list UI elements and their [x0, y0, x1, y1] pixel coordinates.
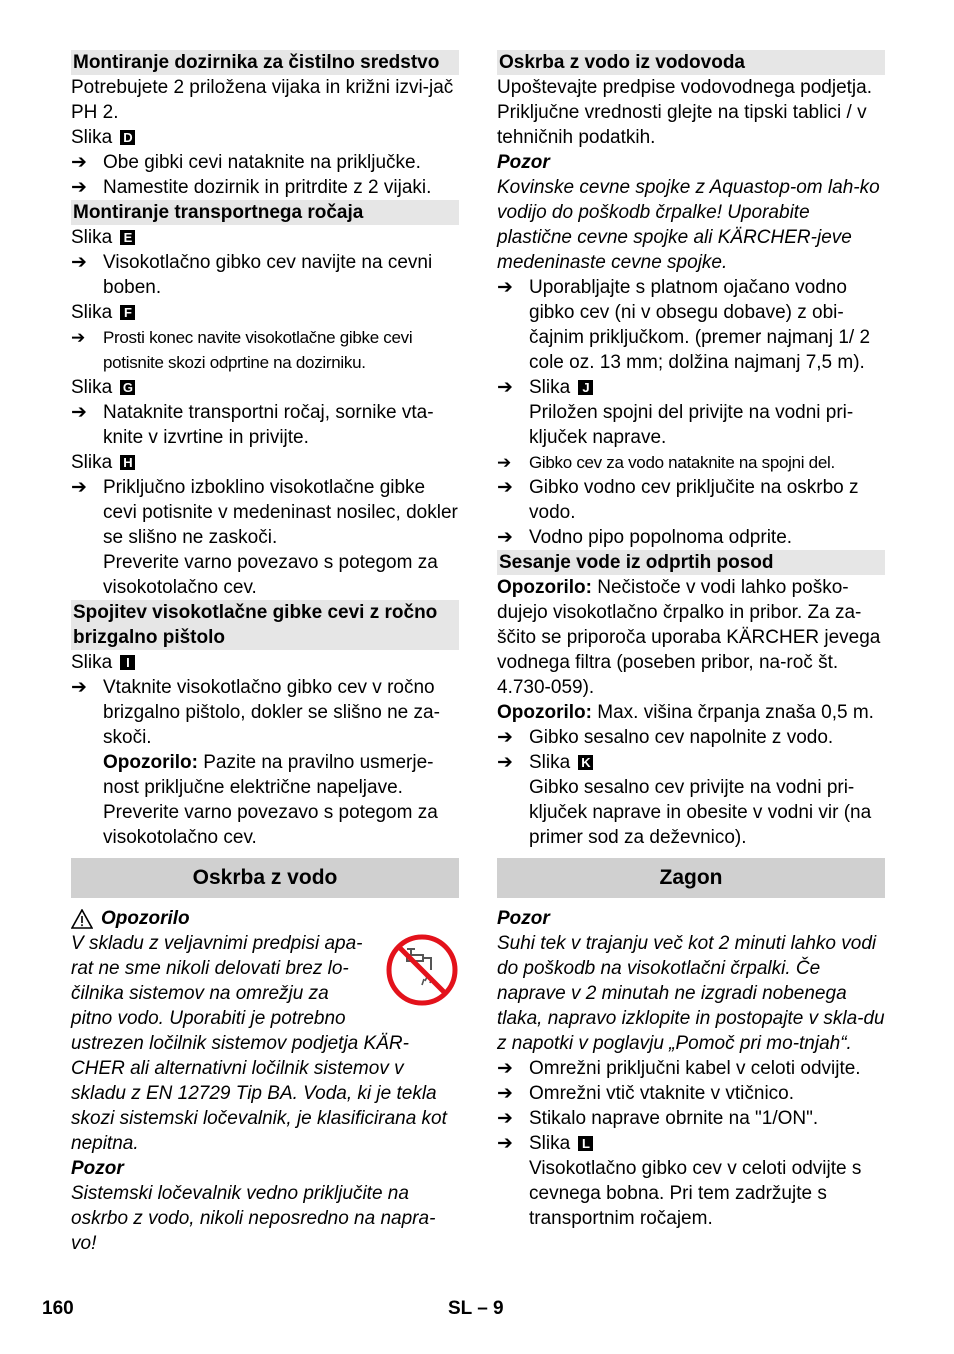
arrow-icon: ➔: [71, 477, 87, 498]
list-item: [497, 525, 885, 550]
figure-letter: L: [578, 1136, 593, 1151]
list-item: [71, 675, 459, 750]
section-heading-dosing-unit: Montiranje dozirnika za čistilno sredstvo: [71, 50, 459, 75]
arrow-icon: ➔: [497, 527, 513, 548]
list-item-text: Vodno pipo popolnoma odprite.: [529, 527, 793, 548]
note-text: Pazite na pravilno usmerje-nost priključne električne napeljave.: [103, 752, 434, 798]
list-item-text: Prosti konec navite visokotlačne gibke cevi potisnite skozi odprtine na dozirniku.: [103, 328, 413, 372]
figure-ref: [71, 300, 459, 325]
figure-label: Slika: [71, 377, 113, 398]
list-item: [71, 325, 459, 375]
note: [497, 575, 885, 700]
list-item-continuation: Gibko sesalno cev privijte na vodni pri-ključek naprave in obesite v vodni vir (na primer sod za deževnico).: [529, 777, 872, 848]
figure-label: Slika: [71, 302, 113, 323]
figure-ref: [71, 650, 459, 675]
arrow-icon: ➔: [71, 252, 87, 273]
figure-letter: G: [120, 380, 135, 395]
list-item: [497, 1081, 885, 1106]
figure-letter: K: [578, 755, 593, 770]
figure-ref: [71, 225, 459, 250]
caution-label: Pozor: [497, 908, 550, 929]
list-item-text: Priključno izboklino visokotlačne gibke cevi potisnite v medeninast nosilec, dokler se slišno ne zaskoči.: [103, 477, 458, 548]
list-item: [497, 750, 885, 775]
arrow-icon: ➔: [71, 177, 87, 198]
list-item: [497, 725, 885, 750]
list-item-continuation: Visokotlačno gibko cev v celoti odvijte s cevnega bobna. Pri tem zadržujte s transportnim ročajem.: [529, 1158, 862, 1229]
list-item-text: Gibko vodno cev priključite na oskrbo z vodo.: [529, 477, 859, 523]
list-item: [497, 475, 885, 525]
page-number: 160: [42, 1298, 74, 1319]
figure-label: Slika: [71, 127, 113, 148]
arrow-icon: ➔: [497, 1108, 513, 1129]
note-label: Opozorilo:: [103, 752, 198, 773]
list-item-text: Omrežni vtič vtaknite v vtičnico.: [529, 1083, 795, 1104]
section-heading-startup: Zagon: [497, 858, 885, 898]
list-item-text: Gibko cev za vodo nataknite na spojni del.: [529, 453, 835, 472]
list-item: [497, 275, 885, 375]
list-item: [71, 250, 459, 300]
figure-letter: I: [120, 655, 135, 670]
section-heading-water-supply: Oskrba z vodo: [71, 858, 459, 898]
arrow-icon: ➔: [71, 328, 85, 347]
section-heading-open-containers: Sesanje vode iz odprtih posod: [497, 550, 885, 575]
list-item: [71, 400, 459, 450]
arrow-icon: ➔: [497, 1133, 513, 1154]
arrow-icon: ➔: [497, 1058, 513, 1079]
list-item: [497, 1106, 885, 1131]
figure-ref: [71, 375, 459, 400]
caution-label: Pozor: [497, 152, 550, 173]
note-text: Max. višina črpanja znaša 0,5 m.: [591, 702, 874, 723]
figure-label: Slika: [529, 377, 571, 398]
figure-label: Slika: [529, 1133, 571, 1154]
left-column: [71, 50, 459, 1256]
arrow-icon: ➔: [71, 152, 87, 173]
arrow-icon: ➔: [71, 402, 87, 423]
section-heading-mains-water: Oskrba z vodo iz vodovoda: [497, 50, 885, 75]
figure-letter: H: [120, 455, 135, 470]
list-item-text: Omrežni priključni kabel v celoti odvijte.: [529, 1058, 861, 1079]
arrow-icon: ➔: [497, 752, 513, 773]
list-item: [497, 1131, 885, 1156]
note-text: Nečistoče v vodi lahko poško-dujejo visokotlačno črpalko in pribor. Za za-ščito se priporoča uporaba KÄRCHER jevega vodnega filtra (poseben pribor, na-roč št. 4.730-059).: [497, 577, 881, 698]
caution-text: Kovinske cevne spojke z Aquastop-om lah-ko vodijo do poškodb črpalke! Uporabite plastične cevne spojke ali KÄRCHER-jeve medeninaste cevne spojke.: [497, 177, 880, 273]
warning-text-block: [71, 931, 459, 1156]
list-item-text: Vtaknite visokotlačno gibko cev v ročno brizgalno pištolo, dokler se slišno ne za-skoči.: [103, 677, 440, 748]
figure-ref: [71, 125, 459, 150]
arrow-icon: ➔: [71, 677, 87, 698]
list-item-text: Uporabljajte s platnom ojačano vodno gibko cev (ni v obsegu dobave) z obi-čajnim priključkom. (premer najmanj 1/ 2 cole oz. 13 mm; dolžina najmanj 7,5 m).: [529, 277, 871, 373]
list-item: [497, 375, 885, 400]
arrow-icon: ➔: [497, 1083, 513, 1104]
figure-letter: E: [120, 230, 135, 245]
list-item: [71, 175, 459, 200]
list-item: [71, 150, 459, 175]
list-item-text: Visokotlačno gibko cev navijte na cevni boben.: [103, 252, 433, 298]
caution-text: Sistemski ločevalnik vedno priključite na oskrbo z vodo, nikoli neposredno na naprа-vo!: [71, 1183, 436, 1254]
warning-label: Opozorilo: [101, 908, 190, 929]
figure-letter: F: [120, 305, 135, 320]
list-item-text: Stikalo naprave obrnite na "1/ON".: [529, 1108, 819, 1129]
caution-text: Suhi tek v trajanju več kot 2 minuti lahko vodi do poškodb na visokotlačni črpalki. Če naprave v 2 minutah ne izgradi nobenega tlaka, napravo izklopite in postopajte v skla-du z napotki v poglavju „Pomoč pri mo-tnjah“.: [497, 933, 885, 1054]
figure-letter: D: [120, 130, 135, 145]
arrow-icon: ➔: [497, 453, 511, 472]
list-item-continuation: Preverite varno povezavo s potegom za visokotolačno cev.: [103, 802, 438, 848]
figure-label: Slika: [529, 752, 571, 773]
section-heading-transport-handle: Montiranje transportnega ročaja: [71, 200, 459, 225]
paragraph: Potrebujete 2 priložena vijaka in križni izvi-jač PH 2.: [71, 77, 454, 123]
language-page-indicator: SL – 9: [448, 1298, 504, 1319]
warning-triangle-icon: [71, 909, 93, 929]
caution-label: Pozor: [71, 1158, 124, 1179]
figure-ref: [71, 450, 459, 475]
paragraph: Upoštevajte predpise vodovodnega podjetja. Priključne vrednosti glejte na tipski tablici / v tehničnih podatkih.: [497, 77, 872, 148]
arrow-icon: ➔: [497, 377, 513, 398]
list-item-text: Nataknite transportni ročaj, sornike vta-knite v izvrtine in privijte.: [103, 402, 434, 448]
figure-label: Slika: [71, 452, 113, 473]
note: [497, 700, 885, 725]
figure-label: Slika: [71, 227, 113, 248]
list-item: [71, 475, 459, 550]
note-label: Opozorilo:: [497, 702, 592, 723]
figure-letter: J: [578, 380, 593, 395]
list-item-text: Namestite dozirnik in pritrdite z 2 vijaki.: [103, 177, 432, 198]
list-item: [497, 1056, 885, 1081]
list-item-text: Obe gibki cevi nataknite na priključke.: [103, 152, 421, 173]
note-label: Opozorilo:: [497, 577, 592, 598]
arrow-icon: ➔: [497, 727, 513, 748]
list-item: [497, 450, 885, 475]
note: [71, 750, 459, 800]
arrow-icon: ➔: [497, 277, 513, 298]
list-item-text: Gibko sesalno cev napolnite z vodo.: [529, 727, 834, 748]
list-item-continuation: Preverite varno povezavo s potegom za visokotolačno cev.: [103, 552, 438, 598]
figure-label: Slika: [71, 652, 113, 673]
list-item-continuation: Priložen spojni del privijte na vodni pri-ključek naprave.: [529, 402, 854, 448]
section-heading-spray-gun: Spojitev visokotlačne gibke cevi z ročno brizgalno pištolo: [71, 600, 459, 650]
warning-text: V skladu z veljavnimi predpisi apa-rat ne sme nikoli delovati brez lo-čilnika sistemov na omrežju za pitno vodo. Uporabiti je potrebno ustrezen ločilnik sistemov podjetja KÄR-CHER ali alternativni ločilnik sistemov v skladu z EN 12729 Tip BA. Voda, ki je tekla skozi sistemski ločevalnik, je klasificirana kot nepitna.: [71, 933, 447, 1154]
no-drinking-water-icon: [385, 933, 459, 1007]
arrow-icon: ➔: [497, 477, 513, 498]
right-column: [497, 50, 885, 1231]
warning-heading: [71, 906, 459, 931]
